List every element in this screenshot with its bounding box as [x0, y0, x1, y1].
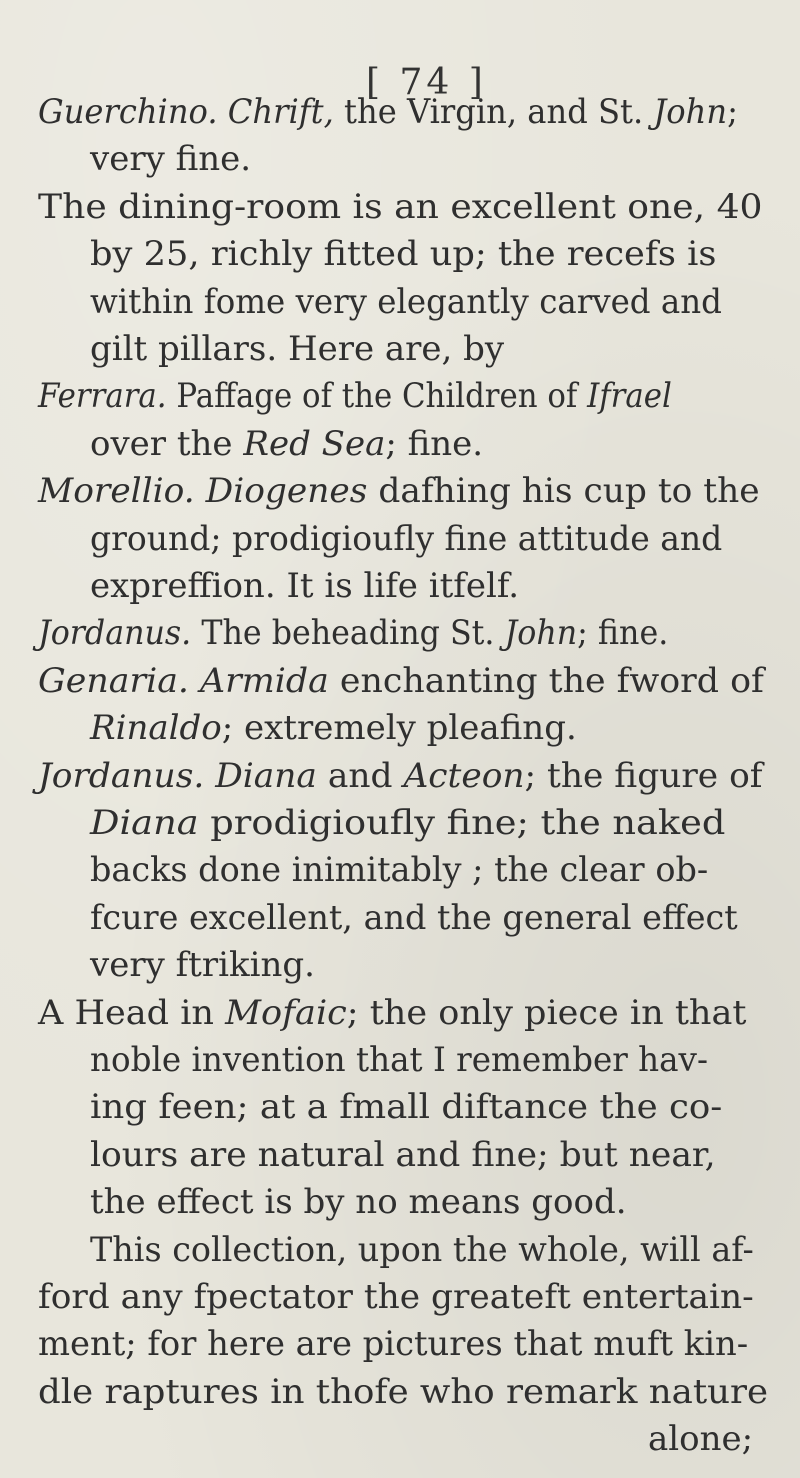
text-line: [38, 756, 762, 796]
text-segment: ;: [727, 92, 738, 132]
text-line: [38, 993, 746, 1033]
text-segment: within fome very elegantly carved and: [90, 281, 722, 322]
text-segment: ing feen; at a fmall diftance the co-: [90, 1087, 723, 1128]
italic-text: Genaria.: [38, 660, 189, 701]
text-line: [90, 1087, 722, 1127]
text-line: [38, 376, 672, 416]
text-segment: ; fine.: [577, 613, 669, 654]
text-line: [38, 613, 668, 653]
text-segment: The dining-room is an excellent one, 40: [38, 186, 763, 227]
text-segment: and: [316, 755, 404, 796]
text-segment: over the: [90, 423, 244, 464]
text-line: [38, 661, 764, 701]
text-segment: alone;: [648, 1419, 754, 1460]
italic-text: John: [504, 613, 578, 654]
text-segment: very fine.: [90, 139, 252, 180]
text-line: [90, 898, 738, 938]
text-line: [90, 1230, 754, 1270]
text-segment: [204, 756, 215, 796]
text-line: [38, 92, 738, 132]
italic-text: Chrift,: [217, 92, 334, 132]
text-line: [90, 850, 708, 890]
italic-text: Diana: [215, 755, 317, 796]
text-segment: enchanting the fword of: [328, 660, 764, 701]
text-segment: the effect is by no means good.: [90, 1182, 627, 1223]
italic-text: Rinaldo: [90, 708, 222, 749]
text-segment: gilt pillars. Here are, by: [90, 329, 505, 369]
text-segment: ground; prodigioufly fine attitude and: [90, 518, 723, 559]
text-segment: very ftriking.: [90, 945, 315, 986]
italic-text: Diana: [90, 803, 199, 843]
text-line: [90, 519, 722, 559]
text-line: [648, 1419, 753, 1459]
text-segment: The beheading St.: [191, 613, 505, 654]
text-segment: ; the only piece in that: [346, 992, 747, 1033]
text-line: [90, 424, 483, 464]
text-line: [38, 471, 760, 511]
italic-text: Acteon: [403, 755, 525, 796]
text-line: [90, 1135, 716, 1175]
text-line: [38, 1372, 768, 1412]
text-segment: [195, 471, 206, 511]
text-line: [90, 1040, 708, 1080]
text-segment: Paffage of the Children of: [166, 376, 588, 417]
text-segment: [189, 661, 200, 701]
italic-text: John: [653, 92, 728, 132]
text-line: [38, 187, 763, 227]
text-segment: lours are natural and fine; but near,: [90, 1134, 716, 1175]
text-line: [90, 139, 251, 179]
italic-text: Armida: [200, 660, 329, 701]
text-segment: noble invention that I remember hav-: [90, 1040, 708, 1080]
text-line: [90, 566, 519, 606]
text-line: [90, 1182, 627, 1222]
text-line: [90, 329, 504, 369]
text-segment: backs done inimitably ; the clear ob-: [90, 850, 709, 891]
italic-text: Ferrara.: [38, 376, 167, 417]
text-segment: prodigioufly fine; the naked: [198, 803, 726, 843]
text-segment: A Head in: [38, 992, 226, 1033]
text-line: [90, 803, 725, 843]
text-segment: by 25, richly fitted up; the recefs is: [90, 234, 717, 275]
text-segment: ment; for here are pictures that muft kin-: [38, 1324, 749, 1365]
text-segment: fcure excellent, and the general effect: [90, 897, 738, 938]
text-segment: the Virgin, and St.: [333, 92, 654, 132]
text-line: [90, 282, 722, 322]
italic-text: Jordanus.: [38, 613, 192, 654]
text-segment: dafhing his cup to the: [367, 471, 760, 512]
italic-text: Jordanus.: [38, 755, 205, 796]
text-segment: ; fine.: [385, 423, 484, 464]
italic-text: Guerchino.: [38, 92, 218, 132]
text-segment: ; extremely pleafing.: [221, 708, 577, 749]
text-line: [90, 708, 577, 748]
text-line: [90, 234, 716, 274]
italic-text: Mofaic: [225, 992, 347, 1033]
italic-text: Red Sea: [243, 423, 386, 464]
text-line: [90, 945, 315, 985]
italic-text: Diogenes: [205, 471, 368, 512]
italic-text: Morellio.: [38, 471, 195, 512]
text-segment: ; the figure of: [524, 755, 763, 796]
text-segment: This collection, upon the whole, will af-: [90, 1229, 754, 1270]
text-segment: expreffion. It is life itfelf.: [90, 566, 520, 606]
text-line: [38, 1324, 748, 1364]
text-segment: dle raptures in thofe who remark nature: [38, 1371, 769, 1412]
text-line: [38, 1277, 754, 1317]
page-number: [ 74 ]: [366, 62, 487, 103]
text-segment: ford any fpectator the greateft entertain-: [38, 1277, 754, 1317]
italic-text: Ifrael: [587, 376, 672, 417]
